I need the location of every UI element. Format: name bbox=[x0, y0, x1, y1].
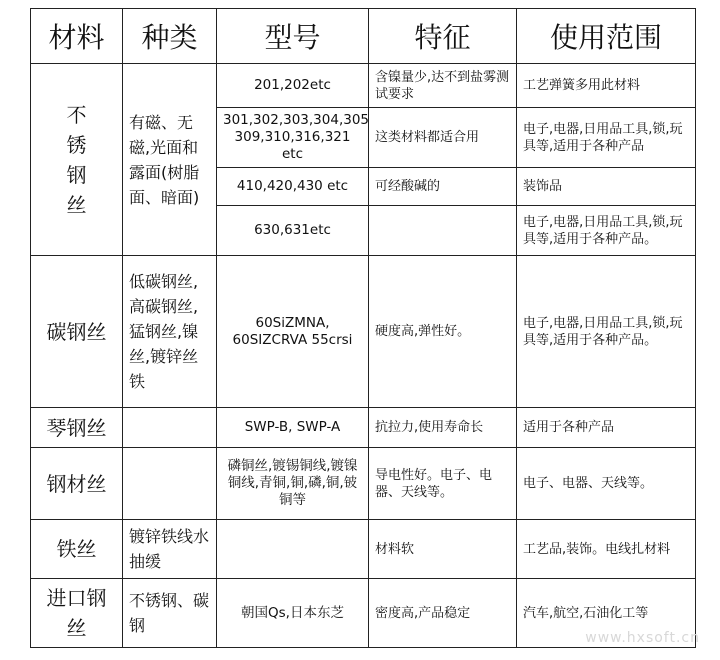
model-cell: 410,420,430 etc bbox=[217, 168, 369, 206]
usage-cell: 电子,电器,日用品工具,锁,玩具等,适用于各种产品 bbox=[517, 108, 696, 168]
material-cell: 铁丝 bbox=[31, 520, 123, 579]
spec-table bbox=[30, 8, 696, 648]
header-model: 型号 bbox=[217, 9, 369, 64]
usage-cell: 装饰品 bbox=[517, 168, 696, 206]
header-row bbox=[31, 9, 696, 64]
model-cell: SWP-B, SWP-A bbox=[217, 408, 369, 448]
feature-cell: 抗拉力,使用寿命长 bbox=[369, 408, 517, 448]
material-cell: 进口钢丝 bbox=[31, 579, 123, 648]
usage-cell: 电子,电器,日用品工具,锁,玩具等,适用于各种产品。 bbox=[517, 256, 696, 408]
usage-cell: 工艺弹簧多用此材料 bbox=[517, 64, 696, 108]
usage-cell: 电子,电器,日用品工具,锁,玩具等,适用于各种产品。 bbox=[517, 206, 696, 256]
model-cell: 301,302,303,304,305 309,310,316,321 etc bbox=[217, 108, 369, 168]
usage-cell: 电子、电器、天线等。 bbox=[517, 448, 696, 520]
model-cell: 60SiZMNA, 60SIZCRVA 55crsi bbox=[217, 256, 369, 408]
table-row bbox=[31, 520, 696, 579]
feature-cell: 可经酸碱的 bbox=[369, 168, 517, 206]
header-usage: 使用范围 bbox=[517, 9, 696, 64]
table-row bbox=[31, 64, 696, 108]
header-feature: 特征 bbox=[369, 9, 517, 64]
feature-cell: 这类材料都适合用 bbox=[369, 108, 517, 168]
usage-cell: 汽车,航空,石油化工等 bbox=[517, 579, 696, 648]
usage-cell: 适用于各种产品 bbox=[517, 408, 696, 448]
category-cell bbox=[123, 448, 217, 520]
category-cell: 不锈钢、碳钢 bbox=[123, 579, 217, 648]
material-cell: 琴钢丝 bbox=[31, 408, 123, 448]
table-row bbox=[31, 408, 696, 448]
feature-cell: 导电性好。电子、电器、天线等。 bbox=[369, 448, 517, 520]
category-cell bbox=[123, 408, 217, 448]
model-cell: 朝国Qs,日本东芝 bbox=[217, 579, 369, 648]
category-cell: 有磁、无磁,光面和露面(树脂面、暗面) bbox=[123, 64, 217, 256]
usage-cell: 工艺品,装饰。电线扎材料 bbox=[517, 520, 696, 579]
feature-cell: 密度高,产品稳定 bbox=[369, 579, 517, 648]
model-cell: 磷铜丝,镀锡铜线,镀镍铜线,青铜,铜,磷,铜,铍铜等 bbox=[217, 448, 369, 520]
model-cell: 201,202etc bbox=[217, 64, 369, 108]
model-cell bbox=[217, 520, 369, 579]
feature-cell: 硬度高,弹性好。 bbox=[369, 256, 517, 408]
table-row bbox=[31, 256, 696, 408]
header-category: 种类 bbox=[123, 9, 217, 64]
category-cell: 镀锌铁线水抽缓 bbox=[123, 520, 217, 579]
material-cell: 钢材丝 bbox=[31, 448, 123, 520]
material-cell: 不锈钢丝 bbox=[31, 64, 123, 256]
header-material: 材料 bbox=[31, 9, 123, 64]
material-cell: 碳钢丝 bbox=[31, 256, 123, 408]
table-row bbox=[31, 448, 696, 520]
feature-cell: 材料软 bbox=[369, 520, 517, 579]
watermark: www.hxsoft.cn bbox=[585, 630, 700, 646]
feature-cell bbox=[369, 206, 517, 256]
feature-cell: 含镍量少,达不到盐雾测试要求 bbox=[369, 64, 517, 108]
category-cell: 低碳钢丝,高碳钢丝,猛钢丝,镍丝,镀锌丝铁 bbox=[123, 256, 217, 408]
model-cell: 630,631etc bbox=[217, 206, 369, 256]
